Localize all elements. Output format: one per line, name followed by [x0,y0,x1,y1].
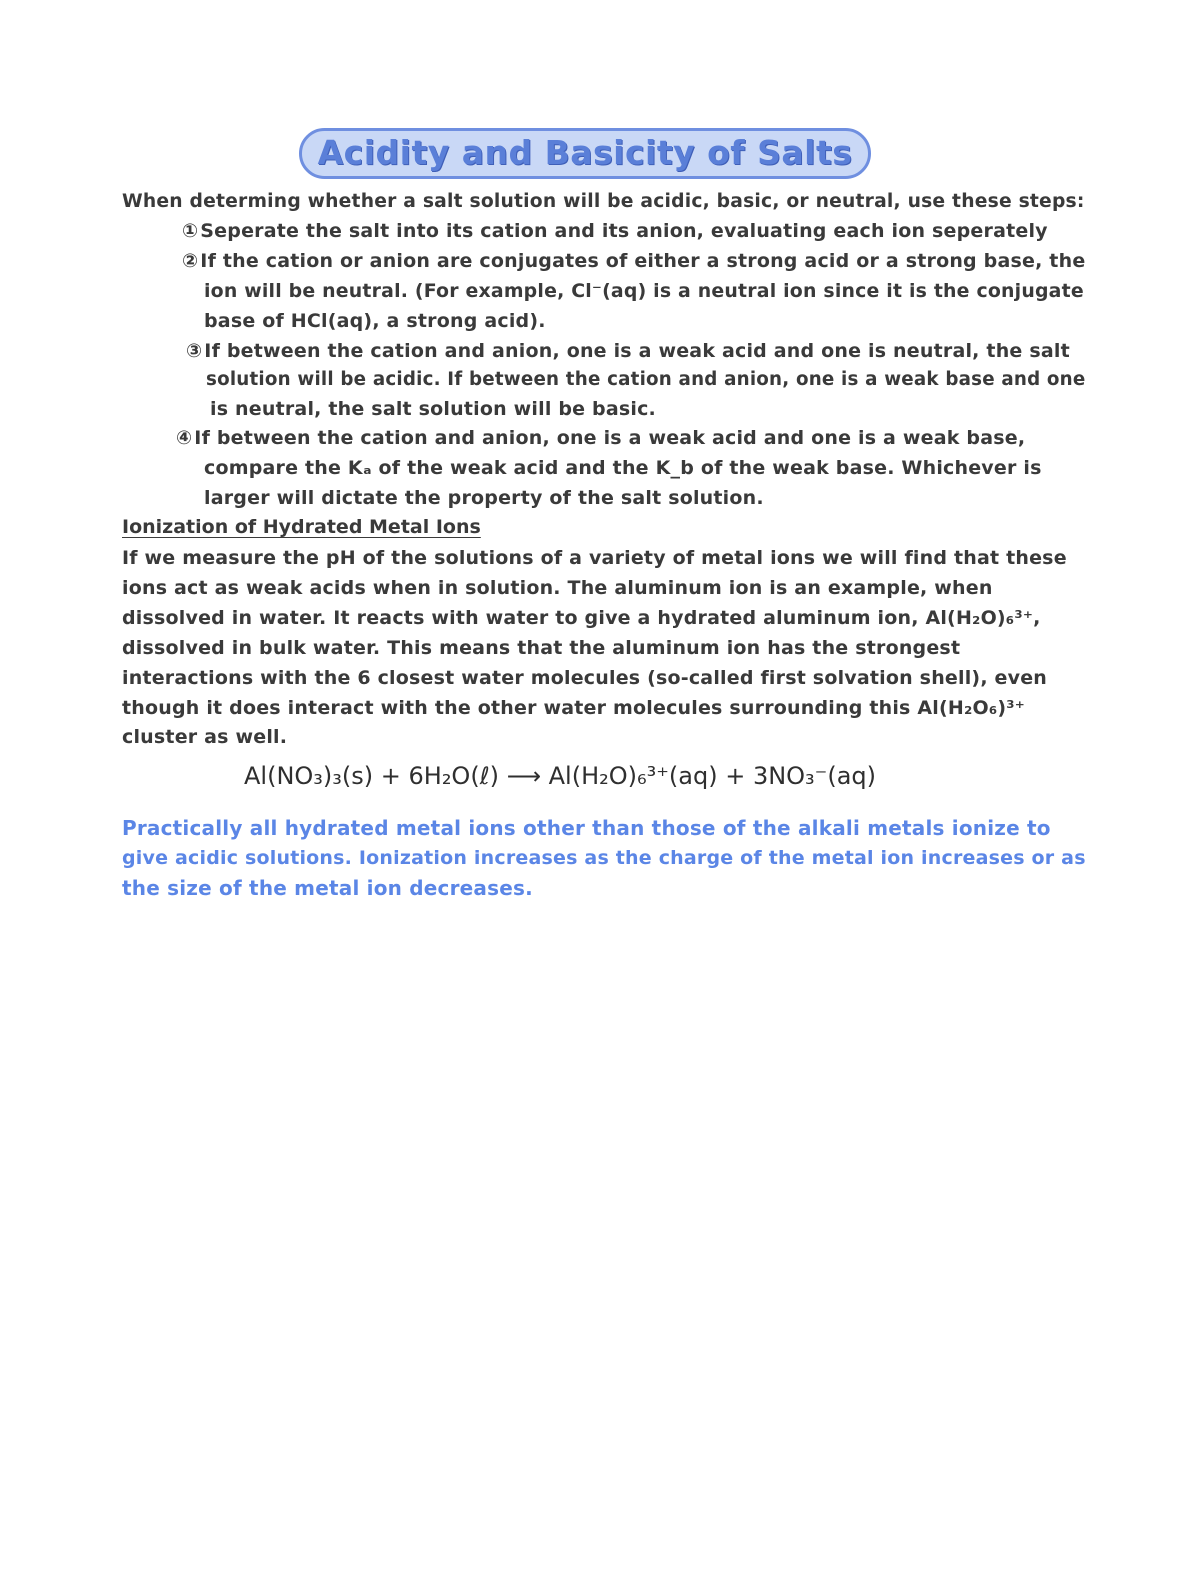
page-title: Acidity and Basicity of Salts [299,128,872,179]
step-1-line-1: Seperate the salt into its cation and its anion, evaluating each ion seperately [200,220,1048,242]
step-4-number: ④ [176,427,193,449]
section-line-6: though it does interact with the other water molecules surrounding this Al(H₂O₆)³⁺ [122,697,1025,719]
step-2 [182,248,1085,274]
step-2-line-2: ion will be neutral. (For example, Cl⁻(aq) is a neutral ion since it is the conjugate [204,280,1084,302]
step-3-line-1: If between the cation and anion, one is a weak acid and one is neutral, the salt [204,340,1070,362]
step-3-line-3: is neutral, the salt solution will be basic. [210,398,656,420]
note-line-3: the size of the metal ion decreases. [122,876,533,900]
step-3-number: ③ [186,340,203,362]
section-line-4: dissolved in bulk water. This means that the aluminum ion has the strongest [122,637,961,659]
section-line-1: If we measure the pH of the solutions of a variety of metal ions we will find that these [122,547,1067,569]
step-3 [186,338,1070,364]
title-container [0,128,1170,179]
step-2-number: ② [182,250,199,272]
step-1 [182,218,1048,244]
section-heading: Ionization of Hydrated Metal Ions [122,516,481,538]
step-4-line-2: compare the Kₐ of the weak acid and the K_b of the weak base. Whichever is [204,457,1042,479]
section-line-7: cluster as well. [122,726,288,748]
chemical-equation: Al(NO₃)₃(s) + 6H₂O(ℓ) ⟶ Al(H₂O)₆³⁺(aq) + 3NO₃⁻(aq) [244,762,877,790]
step-2-line-1: If the cation or anion are conjugates of either a strong acid or a strong base, the [200,250,1086,272]
section-line-5: interactions with the 6 closest water molecules (so-called first solvation shell), even [122,667,1048,689]
step-4-line-1: If between the cation and anion, one is a weak acid and one is a weak base, [194,427,1026,449]
intro-text: When determing whether a salt solution will be acidic, basic, or neutral, use these steps: [122,191,1085,212]
step-3-line-2: solution will be acidic. If between the cation and anion, one is a weak base and one [206,369,1086,390]
step-4 [176,425,1025,451]
section-line-3: dissolved in water. It reacts with water to give a hydrated aluminum ion, Al(H₂O)₆³⁺, [122,607,1041,629]
step-2-line-3: base of HCl(aq), a strong acid). [204,310,546,332]
note-line-2: give acidic solutions. Ionization increases as the charge of the metal ion increases or as [122,847,1086,869]
section-line-2: ions act as weak acids when in solution. The aluminum ion is an example, when [122,577,993,599]
note-line-1: Practically all hydrated metal ions other than those of the alkali metals ionize to [122,816,1051,840]
step-4-line-3: larger will dictate the property of the salt solution. [204,487,764,509]
step-1-number: ① [182,220,199,242]
